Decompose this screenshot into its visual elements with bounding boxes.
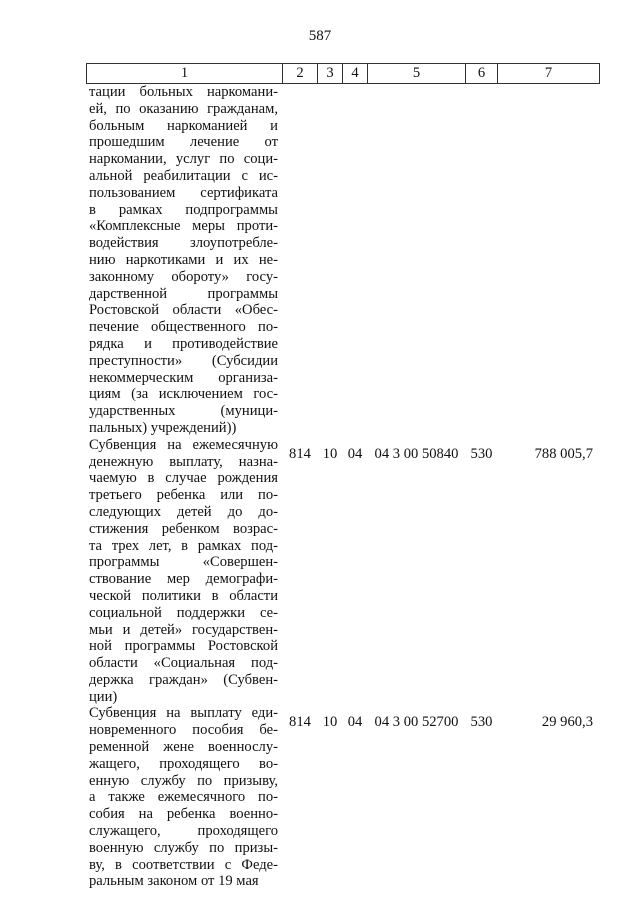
description-line: следующих детей до до- xyxy=(89,503,278,520)
description-line: пальных) учреждений)) xyxy=(89,419,237,436)
description-line: Субвенция на ежемесячную xyxy=(89,436,278,453)
description-line: жащего, проходящего во- xyxy=(89,755,278,772)
table-row xyxy=(87,705,600,890)
table-row xyxy=(87,84,600,437)
description-line: «Комплексные меры проти- xyxy=(89,218,278,235)
description-line: ции) xyxy=(89,688,118,705)
description-line: ральным законом от 19 мая xyxy=(89,873,259,890)
description-line: программы «Совершен- xyxy=(89,554,278,571)
description-line: стижения ребенком возрас- xyxy=(89,520,278,537)
description-line: дарственной программы xyxy=(89,285,278,302)
description-line: новременного пособия бе- xyxy=(89,722,278,739)
column-header-7: 7 xyxy=(498,64,600,84)
description-line: денежную выплату, назна- xyxy=(89,453,278,470)
row-description xyxy=(87,84,283,437)
expense-type-cell xyxy=(466,84,498,437)
description-line: тации больных наркомани- xyxy=(89,84,278,100)
subsection-code-cell: 04 xyxy=(347,714,363,731)
row-description xyxy=(87,705,283,890)
description-line: печение общественного по- xyxy=(89,319,278,336)
description-line: енную службу по призыву, xyxy=(89,772,278,789)
column-header-1: 1 xyxy=(87,64,283,84)
column-header-6: 6 xyxy=(466,64,498,84)
ministry-code-cell: 814 xyxy=(289,714,311,731)
description-line: нию наркотиками и их не- xyxy=(89,251,278,268)
description-line: в рамках подпрограммы xyxy=(89,201,278,218)
description-line: Субвенция на выплату еди- xyxy=(89,705,278,722)
amount-cell: 788 005,7 xyxy=(534,445,593,462)
description-line: области «Социальная под- xyxy=(89,655,278,672)
column-header-5: 5 xyxy=(368,64,466,84)
column-header-3: 3 xyxy=(318,64,343,84)
column-header-4: 4 xyxy=(343,64,368,84)
section-code-cell: 10 xyxy=(322,445,338,462)
description-line: прошедшим лечение от xyxy=(89,134,278,151)
description-line: некоммерческим организа- xyxy=(89,369,278,386)
description-line: ву, в соответствии с Феде- xyxy=(89,856,278,873)
description-line: преступности» (Субсидии xyxy=(89,352,278,369)
header-row xyxy=(87,64,600,84)
amount-cell: 29 960,3 xyxy=(541,714,593,731)
page-number: 587 xyxy=(308,28,332,44)
expense-type-cell: 530 xyxy=(470,714,493,731)
ministry-code-cell: 814 xyxy=(289,445,311,462)
description-line: циям (за исключением гос- xyxy=(89,386,278,403)
section-code-cell: 10 xyxy=(322,714,338,731)
row-description xyxy=(87,437,283,706)
description-line: больным наркоманией и xyxy=(89,117,278,134)
description-line: альной реабилитации с ис- xyxy=(89,167,278,184)
description-line: держка граждан» (Субвен- xyxy=(89,671,278,688)
description-line: ной программы Ростовской xyxy=(89,638,278,655)
table-body xyxy=(87,84,600,891)
description-line: ударственных (муници- xyxy=(89,403,278,420)
description-line: та трех лет, в рамках под- xyxy=(89,537,278,554)
description-line: ременной жене военнослу- xyxy=(89,739,278,756)
target-article-cell xyxy=(368,84,466,437)
description-line: третьего ребенка или по- xyxy=(89,487,278,504)
ministry-code-cell xyxy=(283,84,318,437)
description-line: пользованием сертификата xyxy=(89,184,278,201)
expense-type-cell: 530 xyxy=(470,445,493,462)
description-line: Ростовской области «Обес- xyxy=(89,302,278,319)
description-line: служащего, проходящего xyxy=(89,823,278,840)
description-line: ствование мер демографи- xyxy=(89,571,278,588)
column-header-2: 2 xyxy=(283,64,318,84)
description-line: а также ежемесячного по- xyxy=(89,789,278,806)
budget-table xyxy=(86,63,600,890)
table-row xyxy=(87,437,600,706)
description-line: водействия злоупотребле- xyxy=(89,235,278,252)
description-line: ческой политики в области xyxy=(89,587,278,604)
description-line: наркомании, услуг по соци- xyxy=(89,151,278,168)
description-line: ей, по оказанию гражданам, xyxy=(89,100,278,117)
description-line: собия на ребенка военно- xyxy=(89,806,278,823)
subsection-code-cell: 04 xyxy=(347,445,363,462)
description-line: рядка и противодействие xyxy=(89,335,278,352)
target-article-cell: 04 3 00 52700 xyxy=(374,714,459,731)
description-line: чаемую в случае рождения xyxy=(89,470,278,487)
description-line: социальной поддержки се- xyxy=(89,604,278,621)
description-line: мьи и детей» государствен- xyxy=(89,621,278,638)
section-code-cell xyxy=(318,84,343,437)
description-line: законному обороту» госу- xyxy=(89,268,278,285)
subsection-code-cell xyxy=(343,84,368,437)
target-article-cell: 04 3 00 50840 xyxy=(374,445,459,462)
description-line: военную службу по призы- xyxy=(89,839,278,856)
amount-cell xyxy=(498,84,600,437)
